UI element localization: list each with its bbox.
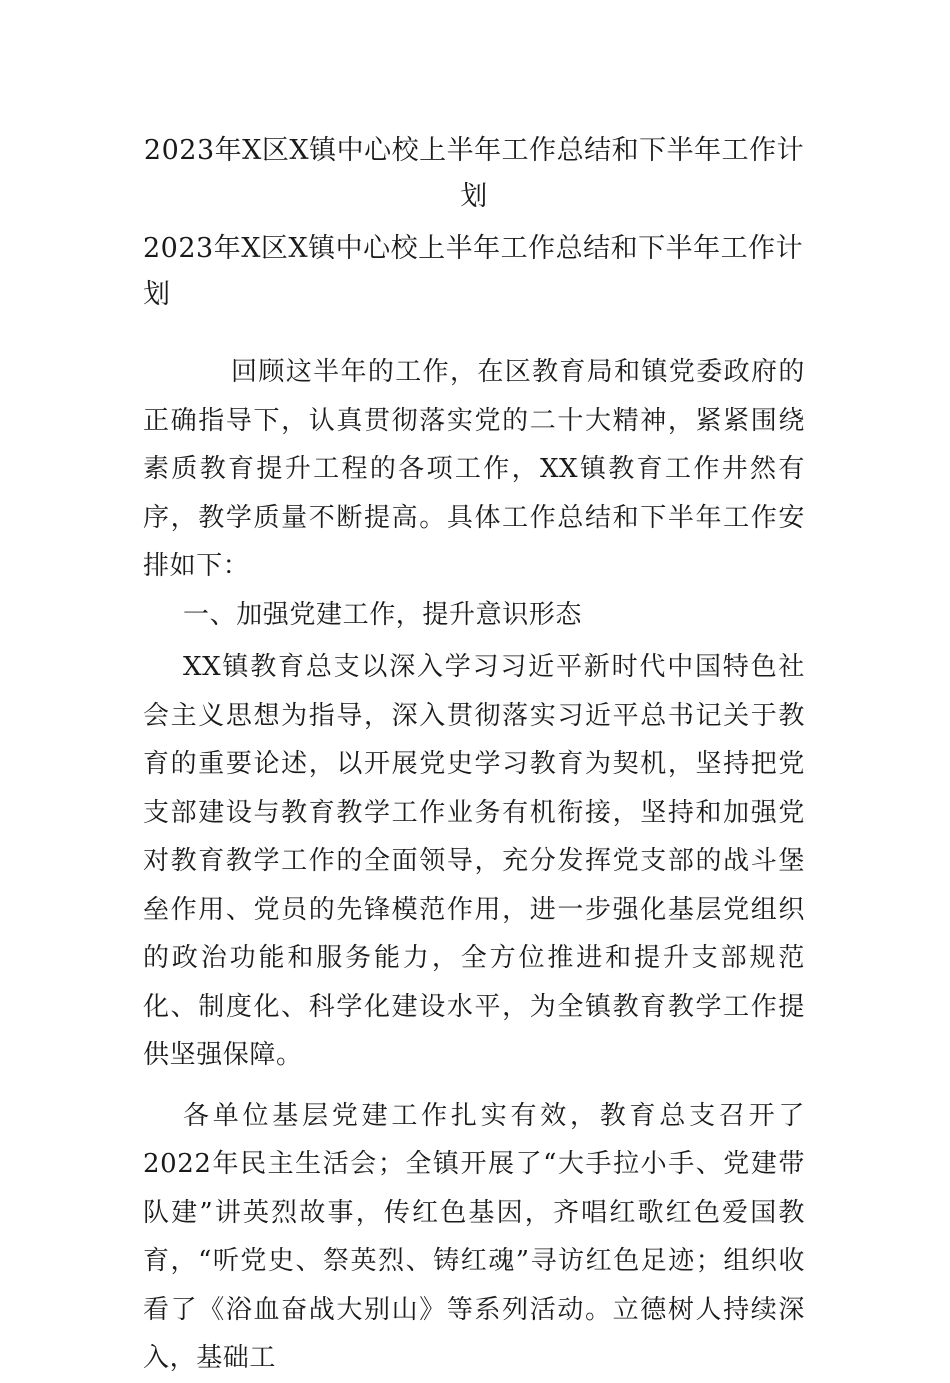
intro-paragraph: 回顾这半年的工作，在区教育局和镇党委政府的正确指导下，认真贯彻落实党的二十大精神，紧紧围绕素质教育提升工程的各项工作，XX镇教育工作井然有序，教学质量不断提高。具体工作总结和下半年工作安排如下： (143, 357, 805, 581)
document-subtitle: 2023年X区X镇中心校上半年工作总结和下半年工作计划 (143, 233, 804, 310)
document-title: 2023年X区X镇中心校上半年工作总结和下半年工作计划 (143, 135, 805, 212)
body-paragraph: 各单位基层党建工作扎实有效，教育总支召开了2022年民主生活会；全镇开展了“大手拉小手、党建带队建”讲英烈故事，传红色基因，齐唱红歌红色爱国教育，“听党史、祭英烈、铸红魂”寻访红色足迹；组织收看了《浴血奋战大别山》等系列活动。立德树人持续深入，基础工 (143, 1100, 805, 1373)
document-content (143, 128, 805, 1383)
section-heading: 一、加强党建工作，提升意识形态 (183, 599, 583, 630)
body-paragraph: XX镇教育总支以深入学习习近平新时代中国特色社会主义思想为指导，深入贯彻落实习近平总书记关于教育的重要论述，以开展党史学习教育为契机，坚持把党支部建设与教育教学工作业务有机衔接，坚持和加强党对教育教学工作的全面领导，充分发挥党支部的战斗堡垒作用、党员的先锋模范作用，进一步强化基层党组织的政治功能和服务能力，全方位推进和提升支部规范化、制度化、科学化建设水平，为全镇教育教学工作提供坚强保障。 (143, 652, 805, 1070)
